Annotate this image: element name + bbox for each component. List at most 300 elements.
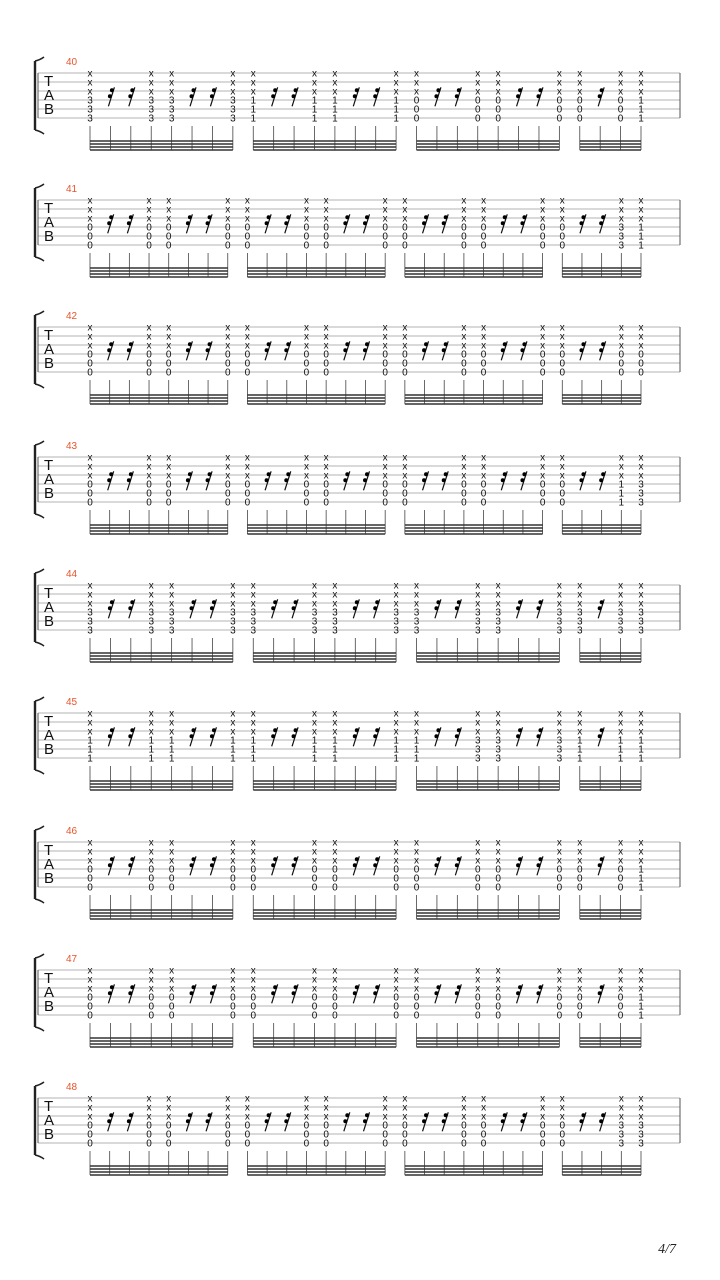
fret-number: 1 <box>413 744 420 756</box>
rest-dot <box>130 88 134 92</box>
fret-number: 0 <box>559 240 566 252</box>
tab-clef-letter: T <box>44 842 54 859</box>
rest-dot <box>190 94 194 98</box>
rest-dot <box>522 1113 526 1117</box>
rest-dot <box>424 342 428 346</box>
rest-dot <box>353 734 357 738</box>
rest-dot <box>598 991 602 995</box>
rest-dot <box>373 94 377 98</box>
muted-string-mark: x <box>618 86 624 98</box>
muted-string-mark: x <box>87 461 93 473</box>
fret-number: 3 <box>617 607 624 619</box>
muted-string-mark: x <box>311 580 317 592</box>
fret-number: 3 <box>638 488 644 500</box>
muted-string-mark: x <box>146 470 152 482</box>
muted-string-mark: x <box>618 331 624 343</box>
rest-dot <box>355 728 359 732</box>
rest-dot <box>375 857 379 861</box>
fret-number: 0 <box>224 240 231 252</box>
muted-string-mark: x <box>323 204 329 216</box>
muted-string-mark: x <box>638 974 644 986</box>
fret-number: 1 <box>576 753 583 765</box>
fret-number: 1 <box>413 753 420 765</box>
rest-dot <box>110 985 114 989</box>
muted-string-mark: x <box>556 708 562 720</box>
muted-string-mark: x <box>481 204 487 216</box>
muted-string-mark: x <box>303 461 309 473</box>
measure-number: 43 <box>66 441 78 452</box>
muted-string-mark: x <box>225 340 231 352</box>
muted-string-mark: x <box>461 452 467 464</box>
fret-number: 0 <box>146 488 152 500</box>
rest-dot <box>581 215 585 219</box>
muted-string-mark: x <box>332 589 338 601</box>
muted-string-mark: x <box>618 68 624 80</box>
muted-string-mark: x <box>148 86 154 98</box>
rest-dot <box>355 857 359 861</box>
fret-number: 0 <box>311 1010 318 1022</box>
fret-number: 0 <box>539 367 546 379</box>
rest-dot <box>455 94 459 98</box>
rest-dot <box>600 600 604 604</box>
muted-string-mark: x <box>618 717 624 729</box>
muted-string-mark: x <box>618 974 624 986</box>
bracket-bottom-hook <box>35 899 44 903</box>
rest-dot <box>108 863 112 867</box>
muted-string-mark: x <box>250 717 256 729</box>
muted-string-mark: x <box>481 1111 487 1123</box>
muted-string-mark: x <box>146 452 152 464</box>
tab-clef-letter: B <box>44 101 55 118</box>
fret-number: 0 <box>402 488 408 500</box>
rest-dot <box>130 728 134 732</box>
bracket-top-hook <box>35 826 44 830</box>
muted-string-mark: x <box>556 855 562 867</box>
fret-number: 0 <box>165 1138 172 1150</box>
muted-string-mark: x <box>577 708 583 720</box>
fret-number: 1 <box>332 753 338 765</box>
muted-string-mark: x <box>618 726 624 738</box>
fret-number: 0 <box>382 231 388 243</box>
muted-string-mark: x <box>169 846 175 858</box>
muted-string-mark: x <box>638 213 644 225</box>
tab-clef-letter: A <box>44 984 55 1001</box>
fret-number: 0 <box>495 95 501 107</box>
muted-string-mark: x <box>393 837 399 849</box>
tab-clef-letter: A <box>44 1112 55 1129</box>
bracket-bottom-hook <box>35 642 44 646</box>
muted-string-mark: x <box>225 331 231 343</box>
rest-dot <box>192 88 196 92</box>
fret-number: 3 <box>332 625 338 637</box>
fret-number: 0 <box>480 488 487 500</box>
fret-number: 3 <box>311 625 318 637</box>
muted-string-mark: x <box>618 322 624 334</box>
fret-number: 0 <box>382 479 388 491</box>
fret-number: 0 <box>393 1001 399 1013</box>
muted-string-mark: x <box>495 983 501 995</box>
rest-dot <box>129 342 133 346</box>
muted-string-mark: x <box>461 340 467 352</box>
muted-string-mark: x <box>87 331 93 343</box>
muted-string-mark: x <box>393 589 399 601</box>
rest-dot <box>208 342 212 346</box>
fret-number: 0 <box>539 231 546 243</box>
fret-number: 0 <box>244 1138 251 1150</box>
rest-dot <box>286 215 290 219</box>
muted-string-mark: x <box>323 340 329 352</box>
muted-string-mark: x <box>495 846 501 858</box>
fret-number: 0 <box>323 367 329 379</box>
rest-dot <box>286 472 290 476</box>
fret-number: 3 <box>230 95 236 107</box>
fret-number: 1 <box>618 488 625 500</box>
rest-dot <box>365 342 369 346</box>
tab-clef-letter: T <box>44 73 54 90</box>
fret-number: 0 <box>230 1001 236 1013</box>
muted-string-mark: x <box>559 322 565 334</box>
rest-dot <box>128 991 132 995</box>
measure-number: 46 <box>66 826 78 837</box>
fret-number: 0 <box>303 358 310 370</box>
rest-dot <box>271 606 275 610</box>
fret-number: 0 <box>402 1120 408 1132</box>
rest-dot <box>444 1113 448 1117</box>
rest-dot <box>188 342 192 346</box>
fret-number: 0 <box>165 367 172 379</box>
fret-number: 0 <box>480 1129 487 1141</box>
muted-string-mark: x <box>169 855 175 867</box>
rest-dot <box>363 478 367 482</box>
tab-clef-letter: B <box>44 228 55 245</box>
rest-dot <box>363 1119 367 1123</box>
fret-number: 0 <box>323 240 329 252</box>
muted-string-mark: x <box>250 855 256 867</box>
rest-dot <box>284 478 288 482</box>
muted-string-mark: x <box>148 837 154 849</box>
fret-number: 0 <box>87 497 93 509</box>
fret-number: 1 <box>638 882 644 894</box>
fret-number: 3 <box>618 1120 625 1132</box>
fret-number: 0 <box>474 104 481 116</box>
rest-dot <box>434 734 438 738</box>
fret-number: 3 <box>474 616 481 628</box>
bracket-top-hook <box>35 954 44 958</box>
muted-string-mark: x <box>311 598 317 610</box>
fret-number: 0 <box>323 497 329 509</box>
fret-number: 0 <box>224 1138 231 1150</box>
fret-number: 1 <box>311 95 318 107</box>
fret-number: 0 <box>168 864 175 876</box>
fret-number: 0 <box>556 1010 563 1022</box>
fret-number: 0 <box>480 1138 487 1150</box>
muted-string-mark: x <box>638 965 644 977</box>
muted-string-mark: x <box>638 204 644 216</box>
fret-number: 0 <box>146 231 152 243</box>
fret-number: 0 <box>461 1138 467 1150</box>
muted-string-mark: x <box>311 717 317 729</box>
muted-string-mark: x <box>402 331 408 343</box>
fret-number: 3 <box>617 625 624 637</box>
muted-string-mark: x <box>146 204 152 216</box>
fret-number: 0 <box>146 358 152 370</box>
fret-number: 0 <box>168 1001 175 1013</box>
tab-clef-letter: A <box>44 727 55 744</box>
fret-number: 0 <box>617 95 624 107</box>
muted-string-mark: x <box>332 86 338 98</box>
fret-number: 0 <box>618 358 625 370</box>
muted-string-mark: x <box>311 965 317 977</box>
muted-string-mark: x <box>332 68 338 80</box>
rest-dot <box>536 991 540 995</box>
rest-dot <box>422 221 426 225</box>
fret-number: 0 <box>244 367 251 379</box>
muted-string-mark: x <box>166 1093 172 1105</box>
muted-string-mark: x <box>148 965 154 977</box>
rest-dot <box>501 221 505 225</box>
fret-number: 1 <box>393 104 399 116</box>
muted-string-mark: x <box>495 580 501 592</box>
fret-number: 0 <box>332 864 338 876</box>
muted-string-mark: x <box>414 855 420 867</box>
muted-string-mark: x <box>230 726 236 738</box>
fret-number: 3 <box>618 1129 625 1141</box>
rest-dot <box>436 600 440 604</box>
fret-number: 0 <box>244 488 251 500</box>
fret-number: 1 <box>230 753 236 765</box>
fret-number: 0 <box>146 1138 152 1150</box>
rest-dot <box>598 94 602 98</box>
muted-string-mark: x <box>475 983 481 995</box>
muted-string-mark: x <box>87 598 93 610</box>
muted-string-mark: x <box>393 86 399 98</box>
fret-number: 1 <box>148 735 155 747</box>
muted-string-mark: x <box>638 589 644 601</box>
muted-string-mark: x <box>169 974 175 986</box>
fret-number: 3 <box>148 113 155 125</box>
muted-string-mark: x <box>495 77 501 89</box>
fret-number: 0 <box>87 358 93 370</box>
fret-number: 0 <box>224 1129 231 1141</box>
fret-number: 0 <box>332 873 338 885</box>
muted-string-mark: x <box>481 331 487 343</box>
muted-string-mark: x <box>577 846 583 858</box>
fret-number: 0 <box>539 349 546 361</box>
muted-string-mark: x <box>577 717 583 729</box>
rest-dot <box>599 221 603 225</box>
muted-string-mark: x <box>332 717 338 729</box>
fret-number: 0 <box>576 104 583 116</box>
fret-number: 3 <box>495 607 501 619</box>
muted-string-mark: x <box>402 204 408 216</box>
muted-string-mark: x <box>638 1102 644 1114</box>
fret-number: 0 <box>617 992 624 1004</box>
rest-dot <box>294 728 298 732</box>
fret-number: 0 <box>224 222 231 234</box>
fret-number: 0 <box>474 95 481 107</box>
fret-number: 0 <box>539 1120 546 1132</box>
rest-dot <box>206 1119 210 1123</box>
fret-number: 0 <box>148 873 155 885</box>
rest-dot <box>110 88 114 92</box>
fret-number: 0 <box>332 1001 338 1013</box>
fret-number: 0 <box>165 488 172 500</box>
rest-dot <box>109 472 113 476</box>
rest-dot <box>434 863 438 867</box>
rest-dot <box>286 1113 290 1117</box>
fret-number: 3 <box>474 744 481 756</box>
fret-number: 0 <box>382 1138 388 1150</box>
fret-number: 0 <box>323 349 329 361</box>
rest-dot <box>265 348 269 352</box>
muted-string-mark: x <box>559 461 565 473</box>
muted-string-mark: x <box>244 1111 250 1123</box>
muted-string-mark: x <box>148 68 154 80</box>
fret-number: 1 <box>618 479 625 491</box>
rest-dot <box>294 600 298 604</box>
rest-dot <box>598 734 602 738</box>
muted-string-mark: x <box>540 204 546 216</box>
muted-string-mark: x <box>556 598 562 610</box>
rest-dot <box>538 985 542 989</box>
rest-dot <box>518 600 522 604</box>
muted-string-mark: x <box>618 965 624 977</box>
fret-number: 1 <box>250 753 257 765</box>
rest-dot <box>503 342 507 346</box>
rest-dot <box>130 857 134 861</box>
bracket-bottom-hook <box>35 257 44 261</box>
fret-number: 3 <box>393 625 399 637</box>
rest-dot <box>109 342 113 346</box>
fret-number: 1 <box>311 104 318 116</box>
bracket-bottom-hook <box>35 1155 44 1159</box>
fret-number: 3 <box>413 607 420 619</box>
muted-string-mark: x <box>87 195 93 207</box>
fret-number: 0 <box>539 1129 546 1141</box>
muted-string-mark: x <box>402 1102 408 1114</box>
muted-string-mark: x <box>230 598 236 610</box>
muted-string-mark: x <box>323 195 329 207</box>
rest-dot <box>284 1119 288 1123</box>
rest-dot <box>375 600 379 604</box>
muted-string-mark: x <box>230 77 236 89</box>
muted-string-mark: x <box>332 846 338 858</box>
muted-string-mark: x <box>323 1111 329 1123</box>
muted-string-mark: x <box>475 965 481 977</box>
fret-number: 0 <box>332 992 338 1004</box>
tab-clef-letter: B <box>44 998 55 1015</box>
muted-string-mark: x <box>495 974 501 986</box>
fret-number: 0 <box>539 479 546 491</box>
rest-dot <box>422 478 426 482</box>
fret-number: 1 <box>311 113 318 125</box>
rest-dot <box>536 606 540 610</box>
bracket-top-hook <box>35 441 44 445</box>
rest-dot <box>210 863 214 867</box>
fret-number: 0 <box>382 497 388 509</box>
fret-number: 1 <box>638 113 644 125</box>
muted-string-mark: x <box>393 983 399 995</box>
muted-string-mark: x <box>148 726 154 738</box>
rest-dot <box>129 1113 133 1117</box>
tab-clef-letter: B <box>44 870 55 887</box>
fret-number: 0 <box>474 113 481 125</box>
fret-number: 1 <box>638 95 644 107</box>
rest-dot <box>267 472 271 476</box>
fret-number: 0 <box>250 992 257 1004</box>
fret-number: 1 <box>332 735 338 747</box>
muted-string-mark: x <box>638 1093 644 1105</box>
fret-number: 0 <box>461 479 467 491</box>
fret-number: 0 <box>244 1129 251 1141</box>
fret-number: 0 <box>393 873 399 885</box>
muted-string-mark: x <box>146 331 152 343</box>
rest-dot <box>373 734 377 738</box>
rest-dot <box>192 985 196 989</box>
fret-number: 0 <box>311 873 318 885</box>
fret-number: 1 <box>638 231 644 243</box>
fret-number: 0 <box>165 479 172 491</box>
fret-number: 0 <box>224 358 231 370</box>
muted-string-mark: x <box>556 77 562 89</box>
rest-dot <box>422 1119 426 1123</box>
muted-string-mark: x <box>169 598 175 610</box>
fret-number: 3 <box>230 607 236 619</box>
fret-number: 0 <box>617 873 624 885</box>
muted-string-mark: x <box>577 983 583 995</box>
muted-string-mark: x <box>618 340 624 352</box>
fret-number: 0 <box>165 497 172 509</box>
fret-number: 0 <box>311 1001 318 1013</box>
tab-system <box>35 184 680 277</box>
rest-dot <box>598 863 602 867</box>
muted-string-mark: x <box>323 1093 329 1105</box>
muted-string-mark: x <box>303 1111 309 1123</box>
fret-number: 3 <box>332 616 338 628</box>
rest-dot <box>581 342 585 346</box>
rest-dot <box>127 348 131 352</box>
tab-clef-letter: T <box>44 457 54 474</box>
fret-number: 0 <box>250 864 257 876</box>
muted-string-mark: x <box>148 717 154 729</box>
fret-number: 3 <box>148 607 155 619</box>
fret-number: 1 <box>250 95 257 107</box>
fret-number: 0 <box>303 367 310 379</box>
fret-number: 0 <box>495 992 501 1004</box>
rest-dot <box>186 221 190 225</box>
fret-number: 1 <box>617 744 624 756</box>
fret-number: 0 <box>382 358 388 370</box>
rest-dot <box>599 1119 603 1123</box>
rest-dot <box>373 863 377 867</box>
rest-dot <box>538 600 542 604</box>
muted-string-mark: x <box>559 213 565 225</box>
muted-string-mark: x <box>393 580 399 592</box>
rest-dot <box>520 348 524 352</box>
muted-string-mark: x <box>559 452 565 464</box>
muted-string-mark: x <box>402 461 408 473</box>
muted-string-mark: x <box>638 452 644 464</box>
fret-number: 0 <box>87 1010 93 1022</box>
muted-string-mark: x <box>146 340 152 352</box>
muted-string-mark: x <box>332 598 338 610</box>
rest-dot <box>128 734 132 738</box>
rest-dot <box>192 857 196 861</box>
muted-string-mark: x <box>618 1111 624 1123</box>
rest-dot <box>271 734 275 738</box>
tab-clef-letter: A <box>44 87 55 104</box>
rest-dot <box>536 734 540 738</box>
